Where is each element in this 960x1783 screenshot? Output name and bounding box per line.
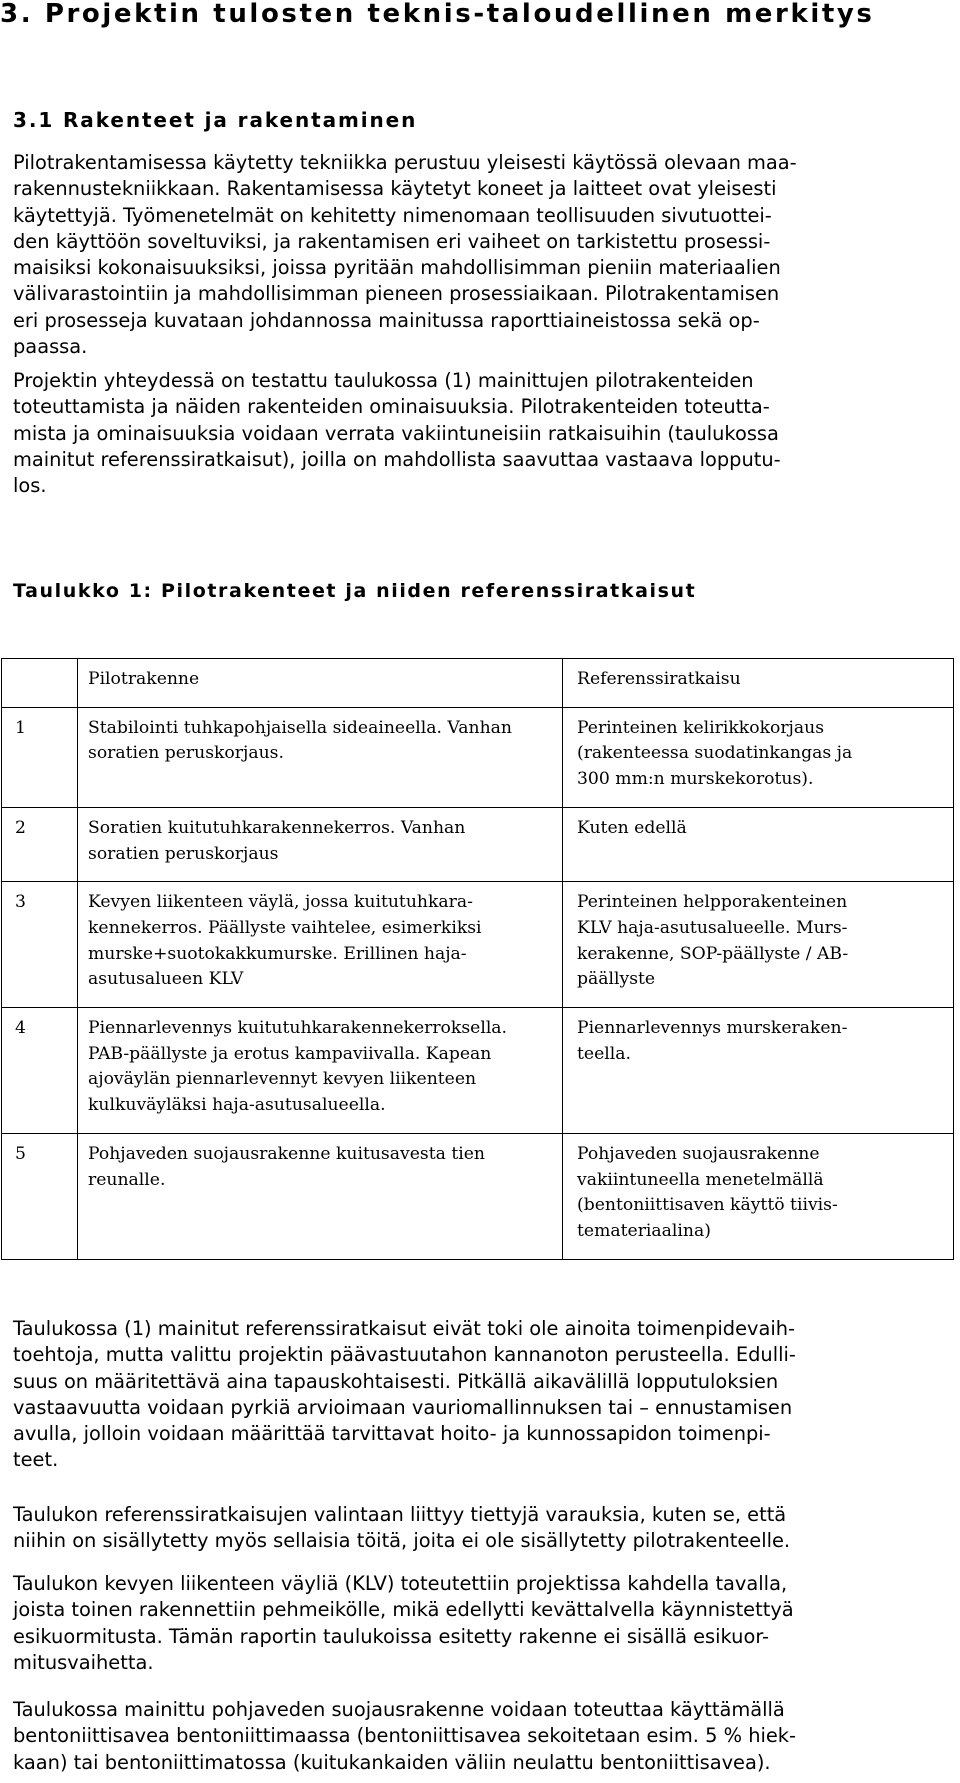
text-line: Taulukossa (1) mainitut referenssiratkaisut eivät toki ole ainoita toimenpidevaih- [13, 1317, 796, 1340]
cell-line: kulkuväyläksi haja-asutusalueella. [88, 1095, 386, 1116]
cell-line: vakiintuneella menetelmällä [577, 1169, 824, 1190]
text-line: Projektin yhteydessä on testattu taulukossa (1) mainittujen pilotrakenteiden [13, 369, 754, 392]
text-line: rakennustekniikkaan. Rakentamisessa käytetyt koneet ja laitteet ovat yleisesti [13, 177, 777, 201]
text-line: toteuttamista ja näiden rakenteiden ominaisuuksia. Pilotrakenteiden toteutta- [13, 395, 770, 419]
text-line: niihin on sisällytetty myös sellaisia töitä, joita ei ole sisällytetty pilotrakenteelle. [13, 1529, 791, 1553]
table-row [2, 807, 954, 881]
cell-line: asutusalueen KLV [88, 969, 244, 990]
table-caption: Taulukko 1: Pilotrakenteet ja niiden referenssiratkaisut [13, 580, 697, 602]
cell-line: Stabilointi tuhkapohjaisella sideaineella. Vanhan [88, 717, 512, 738]
cell-line: 300 mm:n murskekorotus). [577, 769, 814, 790]
text-line: vastaavuutta voidaan pyrkiä arvioimaan vauriomallinnuksen tai – ennustamisen [13, 1395, 793, 1419]
text-line: bentoniittisavea bentoniittimaassa (bentoniittisavea sekoitetaan esim. 5 % hiek- [13, 1724, 797, 1748]
cell-line: soratien peruskorjaus. [88, 743, 284, 764]
table-row [2, 882, 954, 1008]
text-line: avulla, jolloin voidaan määrittää tarvittavat hoito- ja kunnossapidon toimenpi- [13, 1422, 771, 1446]
text-line: mista ja ominaisuuksia voidaan verrata vakiintuneisiin ratkaisuihin (taulukossa [13, 421, 779, 445]
text-line: den käyttöön soveltuviksi, ja rakentamisen eri vaiheet on tarkistettu prosessi- [13, 229, 771, 253]
cell-line: Kevyen liikenteen väylä, jossa kuitutuhkara- [88, 892, 473, 913]
pilot-cell [78, 807, 563, 881]
row-number: 2 [2, 807, 78, 881]
table-row [2, 1133, 954, 1259]
text-line: kaan) tai bentoniittimatossa (kuitukankaiden väliin neulattu bentoniittisavea). [13, 1750, 771, 1774]
row-number: 1 [2, 707, 78, 807]
header-cell: Pilotrakenne [78, 659, 563, 708]
cell-line: ajoväylän piennarlevennyt kevyen liikenteen [88, 1069, 477, 1090]
cell-line: KLV haja-asutusalueelle. Murs- [577, 917, 848, 938]
cell-line: kerakenne, SOP-päällyste / AB- [577, 943, 849, 964]
cell-line: (rakenteessa suodatinkangas ja [577, 743, 853, 764]
text-line: mitusvaihetta. [13, 1650, 154, 1674]
text-line: teet. [13, 1448, 59, 1472]
table-row [2, 1008, 954, 1134]
reference-cell [563, 882, 954, 1008]
text-line: Taulukon kevyen liikenteen väyliä (KLV) toteutettiin projektissa kahdella tavalla, [13, 1572, 788, 1595]
text-line: esikuormitusta. Tämän raportin taulukoissa esitetty rakenne ei sisällä esikuor- [13, 1624, 770, 1648]
subsection-heading: 3.1 Rakenteet ja rakentaminen [13, 108, 418, 132]
cell-line: Perinteinen helpporakenteinen [577, 892, 848, 913]
reference-cell [563, 1008, 954, 1134]
pilot-cell [78, 707, 563, 807]
text-line: suus on määritettävä aina tapauskohtaisesti. Pitkällä aikavälillä lopputuloksien [13, 1369, 779, 1393]
reference-cell [563, 807, 954, 881]
pilot-cell [78, 1008, 563, 1134]
text-line: paassa. [13, 335, 88, 359]
text-line: välivarastointiin ja mahdollisimman pieneen prosessiaikaan. Pilotrakentamisen [13, 282, 780, 306]
text-line: Taulukossa mainittu pohjaveden suojausrakenne voidaan toteuttaa käyttämällä [13, 1698, 785, 1721]
paragraph-6 [13, 1697, 933, 1776]
cell-line: päällyste [577, 969, 656, 990]
cell-line: Piennarlevennys murskeraken- [577, 1018, 848, 1039]
text-line: mainitut referenssiratkaisut), joilla on mahdollista saavuttaa vastaava lopputu- [13, 447, 781, 471]
text-line: Taulukon referenssiratkaisujen valintaan liittyy tiettyjä varauksia, kuten se, että [13, 1503, 787, 1526]
pilot-cell [78, 1133, 563, 1259]
row-number: 4 [2, 1008, 78, 1134]
paragraph-3 [13, 1316, 933, 1474]
text-line: maisiksi kokonaisuuksiksi, joissa pyritään mahdollisimman pieniin materiaalien [13, 256, 781, 280]
text-line: käytettyjä. Työmenetelmät on kehitetty nimenomaan teollisuuden sivutuottei- [13, 203, 772, 227]
cell-line: Perinteinen kelirikkokorjaus [577, 717, 825, 738]
paragraph-5 [13, 1571, 933, 1676]
cell-line: Kuten edellä [577, 817, 687, 838]
text-line: eri prosesseja kuvataan johdannossa mainitussa raporttiaineistossa sekä op- [13, 308, 760, 332]
cell-line: temateriaalina) [577, 1220, 711, 1241]
cell-line: Pohjaveden suojausrakenne kuitusavesta tien [88, 1143, 485, 1164]
text-line: joista toinen rakennettiin pehmeikölle, mikä edellytti kevättalvella käynnistettyä [13, 1598, 794, 1622]
reference-cell [563, 707, 954, 807]
cell-line: Piennarlevennys kuitutuhkarakennekerroksella. [88, 1018, 508, 1039]
header-cell [2, 659, 78, 708]
text-line: Pilotrakentamisessa käytetty tekniikka perustuu yleisesti käytössä olevaan maa- [13, 151, 797, 174]
header-cell: Referenssiratkaisu [563, 659, 954, 708]
cell-line: Pohjaveden suojausrakenne [577, 1143, 820, 1164]
table-row [2, 707, 954, 807]
pilot-cell [78, 882, 563, 1008]
section-heading: 3. Projektin tulosten teknis-taloudellinen merkitys [0, 0, 875, 29]
reference-cell [563, 1133, 954, 1259]
text-line: los. [13, 474, 47, 498]
row-number: 3 [2, 882, 78, 1008]
cell-line: teella. [577, 1043, 631, 1064]
table-header-row [2, 659, 954, 708]
cell-line: soratien peruskorjaus [88, 843, 279, 864]
paragraph-2 [13, 368, 933, 499]
cell-line: (bentoniittisaven käyttö tiivis- [577, 1195, 838, 1216]
paragraph-1 [13, 150, 933, 360]
text-line: toehtoja, mutta valittu projektin päävastuutahon kannanoton perusteella. Edulli- [13, 1343, 796, 1367]
paragraph-4 [13, 1502, 933, 1555]
cell-line: murske+suotokakkumurske. Erillinen haja- [88, 943, 467, 964]
reference-table [1, 658, 954, 1260]
row-number: 5 [2, 1133, 78, 1259]
cell-line: Soratien kuitutuhkarakennekerros. Vanhan [88, 817, 466, 838]
cell-line: PAB-päällyste ja erotus kampaviivalla. Kapean [88, 1043, 492, 1064]
cell-line: reunalle. [88, 1169, 166, 1190]
cell-line: kennekerros. Päällyste vaihtelee, esimerkiksi [88, 917, 482, 938]
